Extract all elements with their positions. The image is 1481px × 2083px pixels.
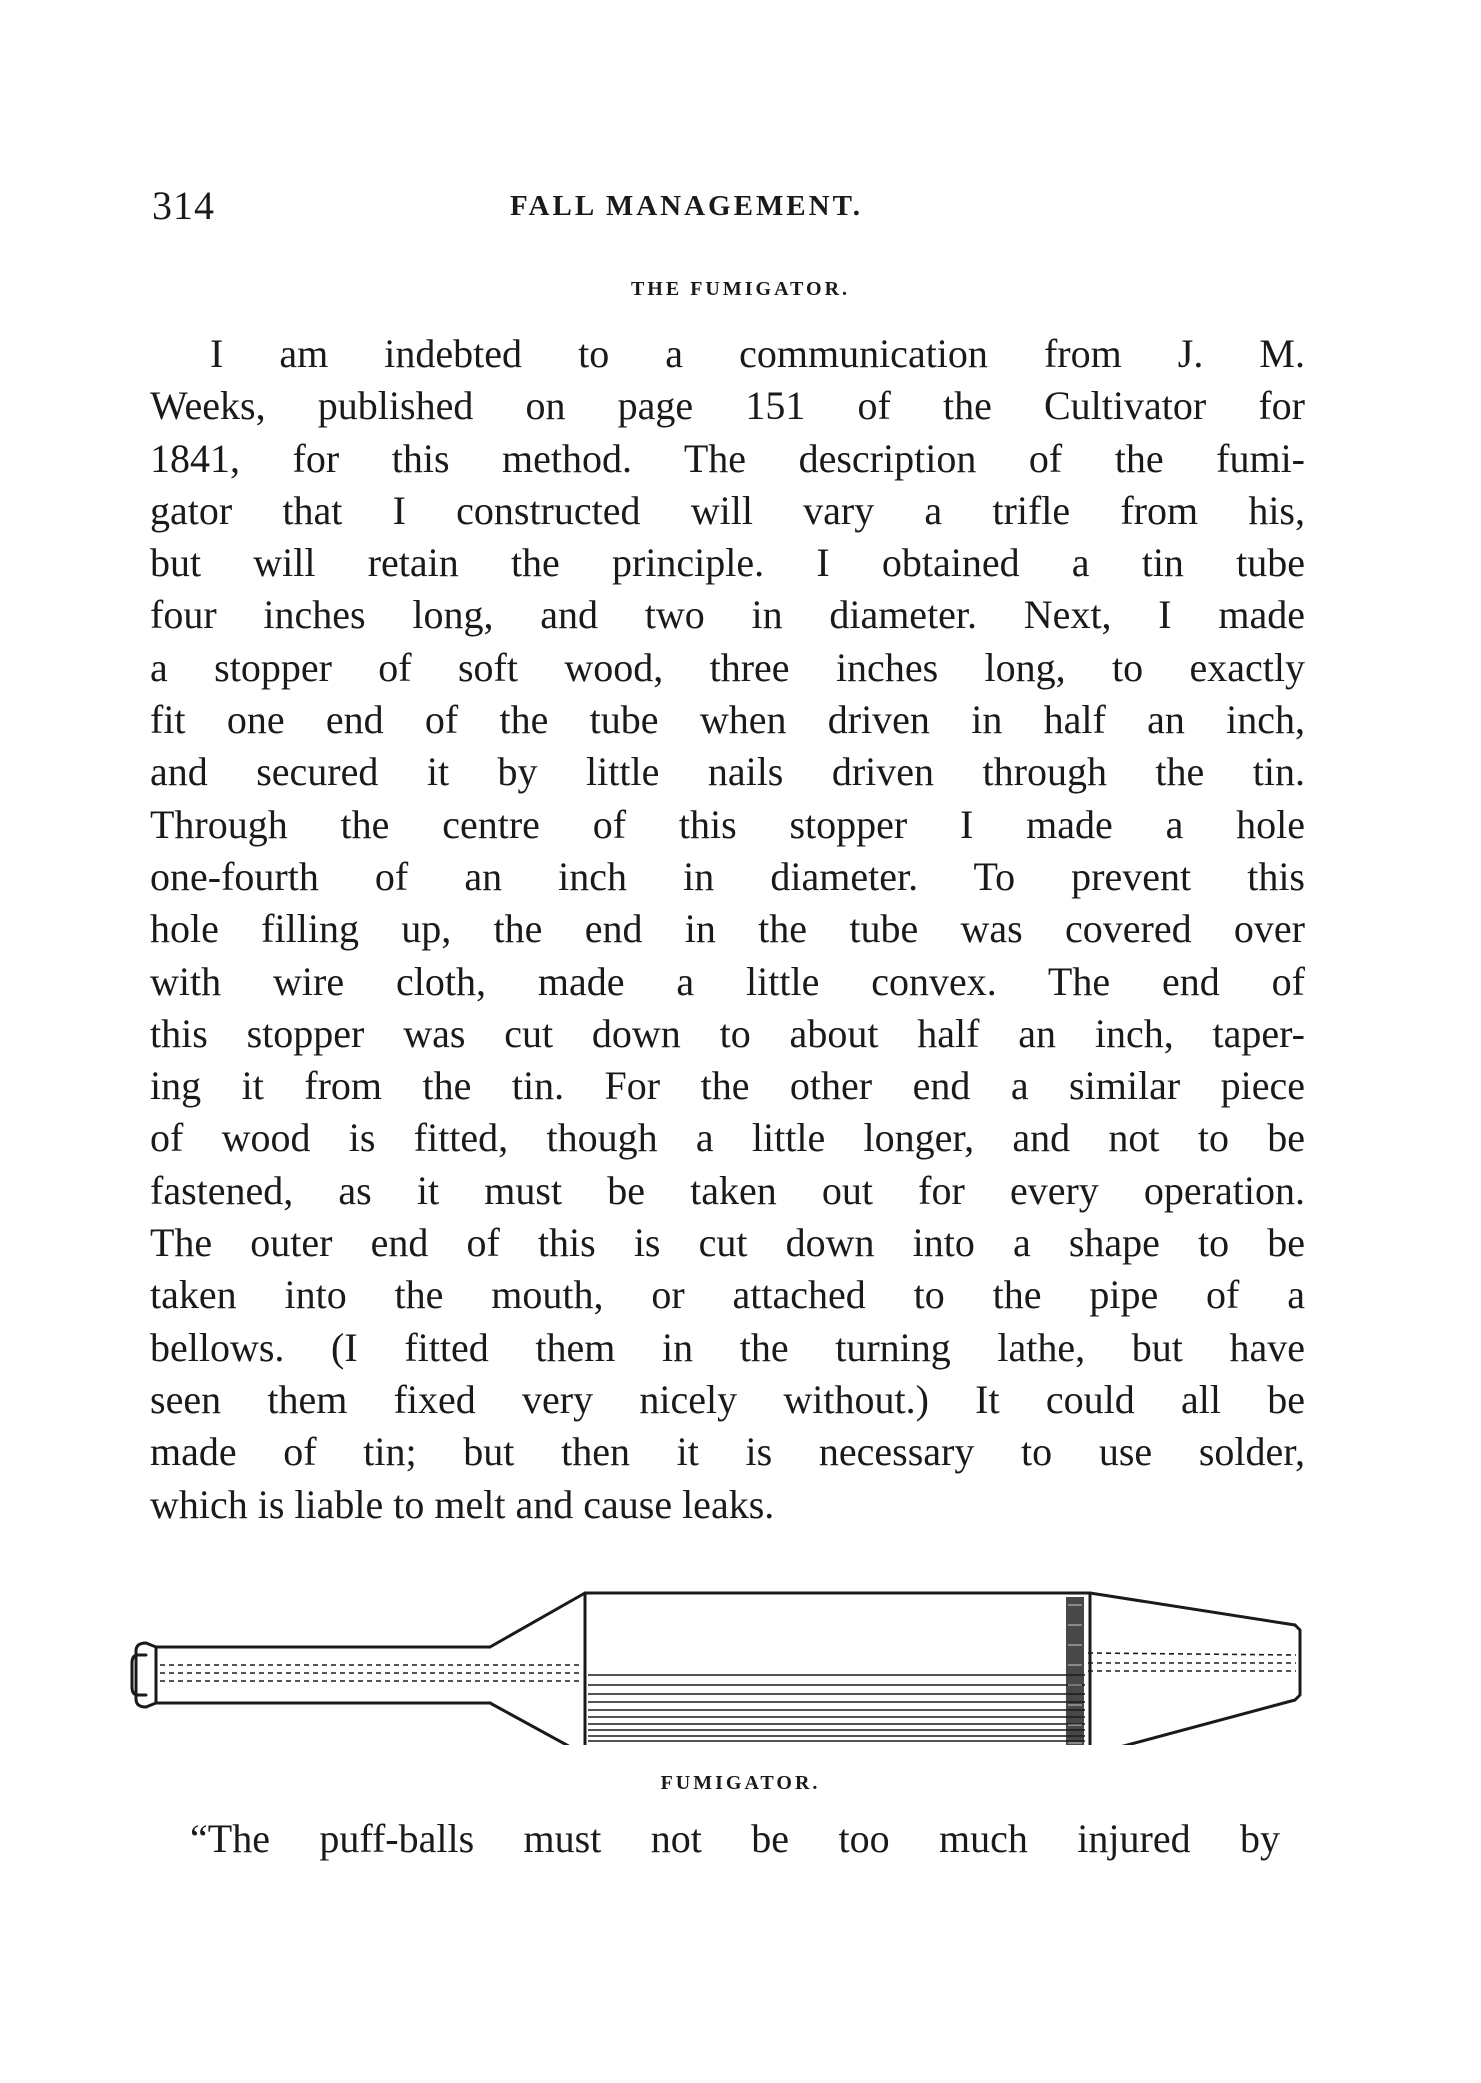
- body-line: Through the centre of this stopper I made a hole: [150, 801, 1305, 847]
- body-line: seen them fixed very nicely without.) It could all be: [150, 1376, 1305, 1422]
- left-taper-bottom: [490, 1703, 585, 1745]
- body-line: made of tin; but then it is necessary to use solder,: [150, 1429, 1305, 1475]
- body-line: I am indebted to a communication from J. M.: [210, 331, 1305, 376]
- main-tube: [585, 1593, 1090, 1745]
- body-line: ing it from the tin. For the other end a similar piece: [150, 1063, 1305, 1109]
- body-line: one-fourth of an inch in diameter. To prevent this: [150, 853, 1305, 899]
- body-line: taken into the mouth, or attached to the pipe of a: [150, 1272, 1305, 1318]
- body-line: gator that I constructed will vary a trifle from his,: [150, 487, 1305, 533]
- body-line: bellows. (I fitted them in the turning lathe, but have: [150, 1324, 1305, 1370]
- body-line: four inches long, and two in diameter. Next, I made: [150, 592, 1305, 638]
- body-line: a stopper of soft wood, three inches long, to exactly: [150, 644, 1305, 690]
- body-line: Weeks, published on page 151 of the Cultivator for: [150, 383, 1305, 429]
- body-line: of wood is fitted, though a little longer, and not to be: [150, 1115, 1305, 1161]
- body-line: fastened, as it must be taken out for every operation.: [150, 1167, 1305, 1213]
- mouthpiece-rim: [132, 1655, 146, 1695]
- wire-cloth: [1066, 1597, 1084, 1745]
- body-line: hole filling up, the end in the tube was covered over: [150, 906, 1305, 952]
- body-line: with wire cloth, made a little convex. The end of: [150, 958, 1305, 1004]
- running-head: [150, 182, 1320, 242]
- body-paragraph: [150, 328, 1305, 1531]
- left-taper-top: [490, 1593, 585, 1647]
- mouthpiece-tip: [136, 1643, 156, 1707]
- bore-lines: [160, 1653, 1296, 1681]
- running-title: FALL MANAGEMENT.: [510, 190, 864, 222]
- body-line: 1841, for this method. The description of the fumi-: [150, 435, 1305, 481]
- right-taper-bottom: [1090, 1700, 1295, 1745]
- right-taper-top: [1090, 1593, 1295, 1625]
- body-line: The outer end of this is cut down into a shape to be: [150, 1220, 1305, 1266]
- page-number: 314: [152, 183, 215, 228]
- fumigator-figure: [130, 1575, 1310, 1745]
- body-line: fit one end of the tube when driven in half an inch,: [150, 697, 1305, 743]
- figure-caption: FUMIGATOR.: [660, 1772, 821, 1794]
- fumigator-illustration-icon: [130, 1575, 1310, 1745]
- body-line: this stopper was cut down to about half an inch, taper-: [150, 1010, 1305, 1056]
- continuation-line: “The puff-balls must not be too much injured by: [190, 1816, 1280, 1861]
- body-line: which is liable to melt and cause leaks.: [150, 1481, 775, 1527]
- tube-shading: [588, 1675, 1085, 1745]
- body-line: and secured it by little nails driven through the tin.: [150, 749, 1305, 795]
- section-title: THE FUMIGATOR.: [630, 278, 851, 300]
- body-line: but will retain the principle. I obtained a tin tube: [150, 540, 1305, 586]
